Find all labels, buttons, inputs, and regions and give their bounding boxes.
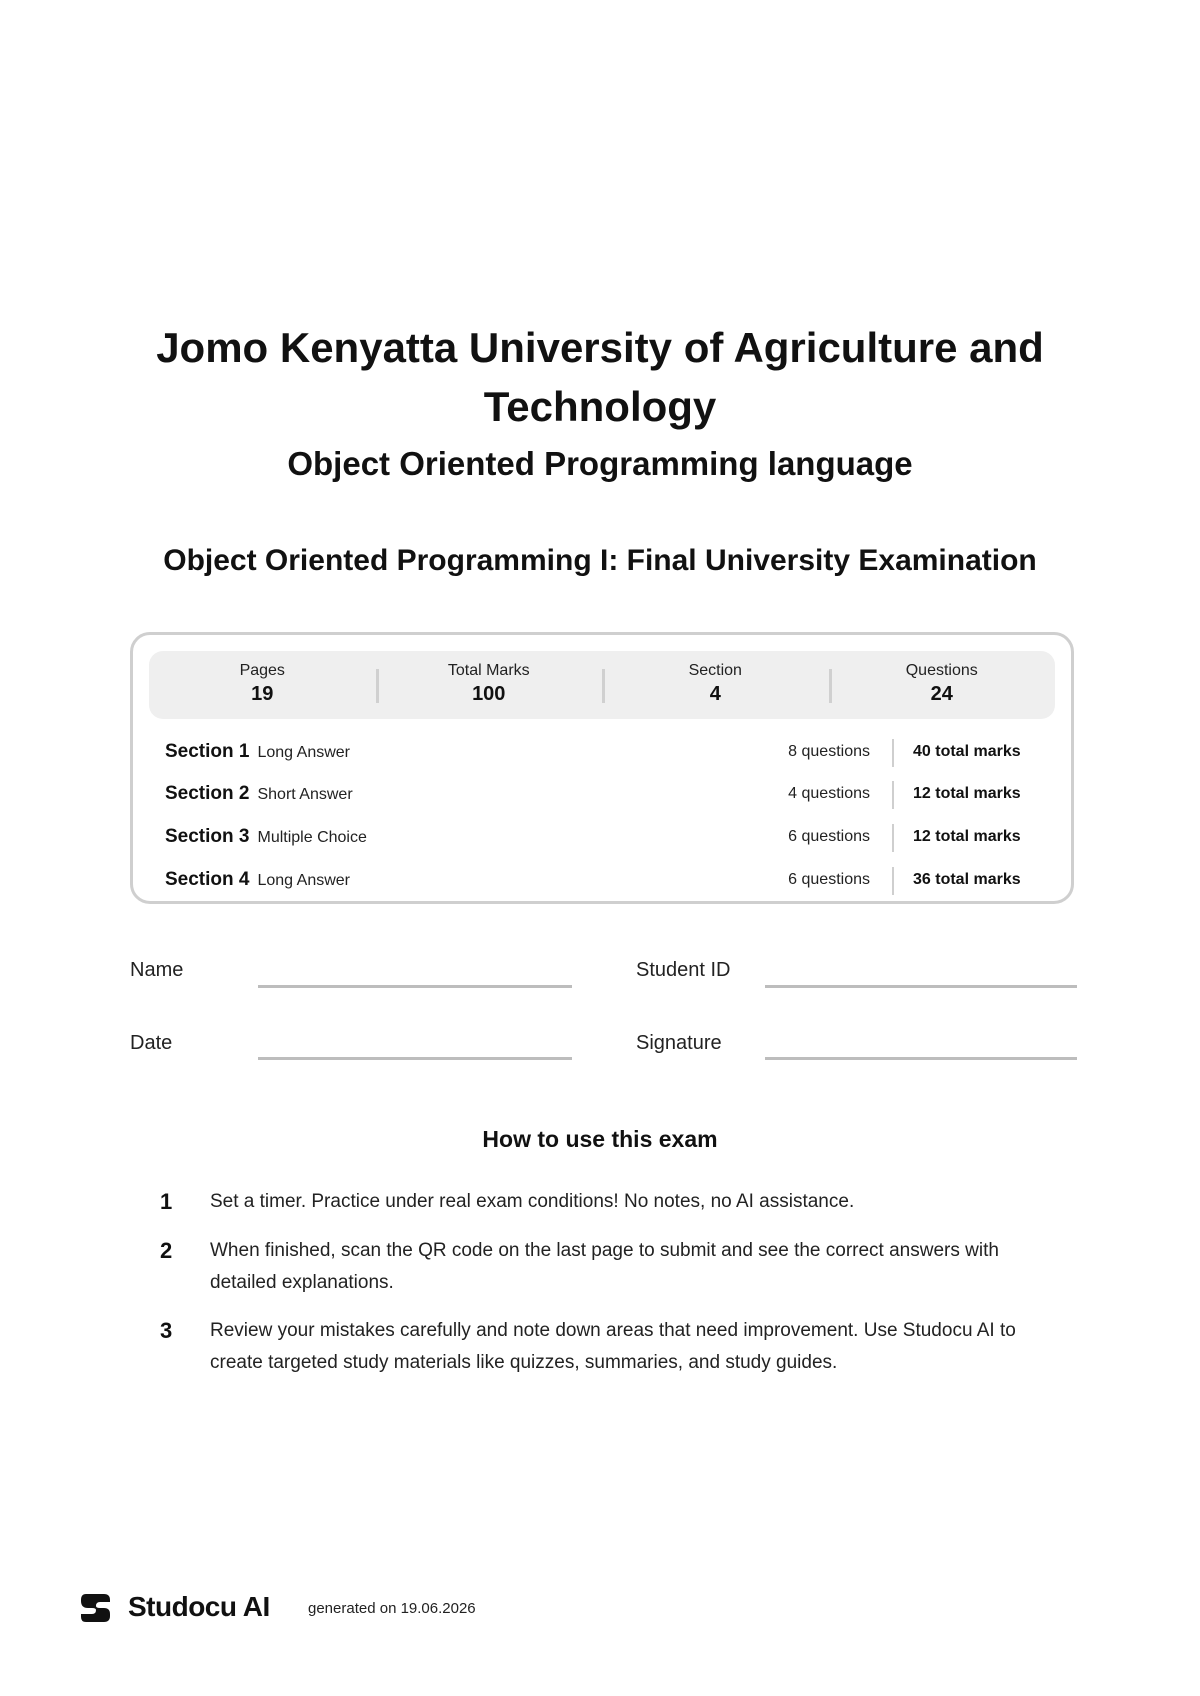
section-label: Section 4 [165, 869, 250, 890]
stat-label: Total Marks [447, 662, 530, 679]
section-row-4 [165, 867, 1045, 897]
stat-label: Section [688, 662, 742, 679]
step-number: 3 [160, 1318, 173, 1343]
stat-value: 4 [709, 683, 721, 705]
section-question-count: 6 questions [788, 871, 870, 888]
section-row-2 [165, 781, 1045, 811]
exam-title: Object Oriented Programming I: Final University Examination [163, 544, 1037, 577]
generated-date: generated on 19.06.2026 [308, 1600, 476, 1617]
stat-total-marks [376, 651, 603, 719]
section-label: Section 1 [165, 741, 250, 762]
stat-label: Questions [905, 662, 978, 679]
stat-questions [829, 651, 1056, 719]
stat-value: 19 [251, 683, 274, 705]
section-type: Multiple Choice [257, 829, 367, 846]
section-name [165, 826, 367, 848]
stat-sections [602, 651, 829, 719]
section-type: Short Answer [257, 786, 353, 803]
section-row-3 [165, 824, 1045, 854]
stat-value: 100 [472, 683, 506, 705]
section-type: Long Answer [257, 744, 350, 761]
section-type: Long Answer [257, 872, 350, 889]
divider [892, 781, 894, 809]
section-label: Section 2 [165, 783, 250, 804]
section-name [165, 869, 350, 891]
divider [892, 739, 894, 767]
step-number: 2 [160, 1238, 173, 1263]
student-id-label: Student ID [636, 959, 731, 981]
stats-bar [149, 651, 1055, 719]
stat-pages [149, 651, 376, 719]
brand-name: Studocu AI [128, 1591, 270, 1622]
stat-value: 24 [930, 683, 953, 705]
course-title: Object Oriented Programming language [287, 445, 913, 482]
signature-label: Signature [636, 1032, 722, 1054]
section-question-count: 8 questions [788, 743, 870, 760]
section-total-marks: 12 total marks [913, 785, 1021, 802]
section-name [165, 741, 350, 763]
section-total-marks: 40 total marks [913, 743, 1021, 760]
section-row-1 [165, 739, 1045, 769]
section-total-marks: 12 total marks [913, 828, 1021, 845]
divider [892, 867, 894, 895]
section-question-count: 6 questions [788, 828, 870, 845]
section-total-marks: 36 total marks [913, 871, 1021, 888]
section-question-count: 4 questions [788, 785, 870, 802]
date-label: Date [130, 1032, 173, 1054]
section-name [165, 783, 353, 805]
section-label: Section 3 [165, 826, 250, 847]
studocu-logo-icon [78, 1590, 114, 1626]
step-text: Review your mistakes carefully and note down areas that need improvement. Use Studocu AI to create targeted study materials like quizzes, summaries, and study guides. [210, 1320, 1016, 1373]
step-text: When finished, scan the QR code on the last page to submit and see the correct answers with detailed explanations. [210, 1240, 999, 1293]
name-label: Name [130, 959, 184, 981]
step-text: Set a timer. Practice under real exam conditions! No notes, no AI assistance. [210, 1191, 855, 1212]
signature-field[interactable] [765, 1057, 1077, 1060]
howto-title: How to use this exam [482, 1126, 718, 1152]
student-id-field[interactable] [765, 985, 1077, 988]
date-field[interactable] [258, 1057, 572, 1060]
step-number: 1 [160, 1189, 173, 1214]
divider [892, 824, 894, 852]
name-field[interactable] [258, 985, 572, 988]
university-title: Jomo Kenyatta University of Agriculture and Technology [156, 324, 1044, 430]
exam-summary-card [130, 632, 1074, 904]
stat-label: Pages [239, 662, 285, 679]
